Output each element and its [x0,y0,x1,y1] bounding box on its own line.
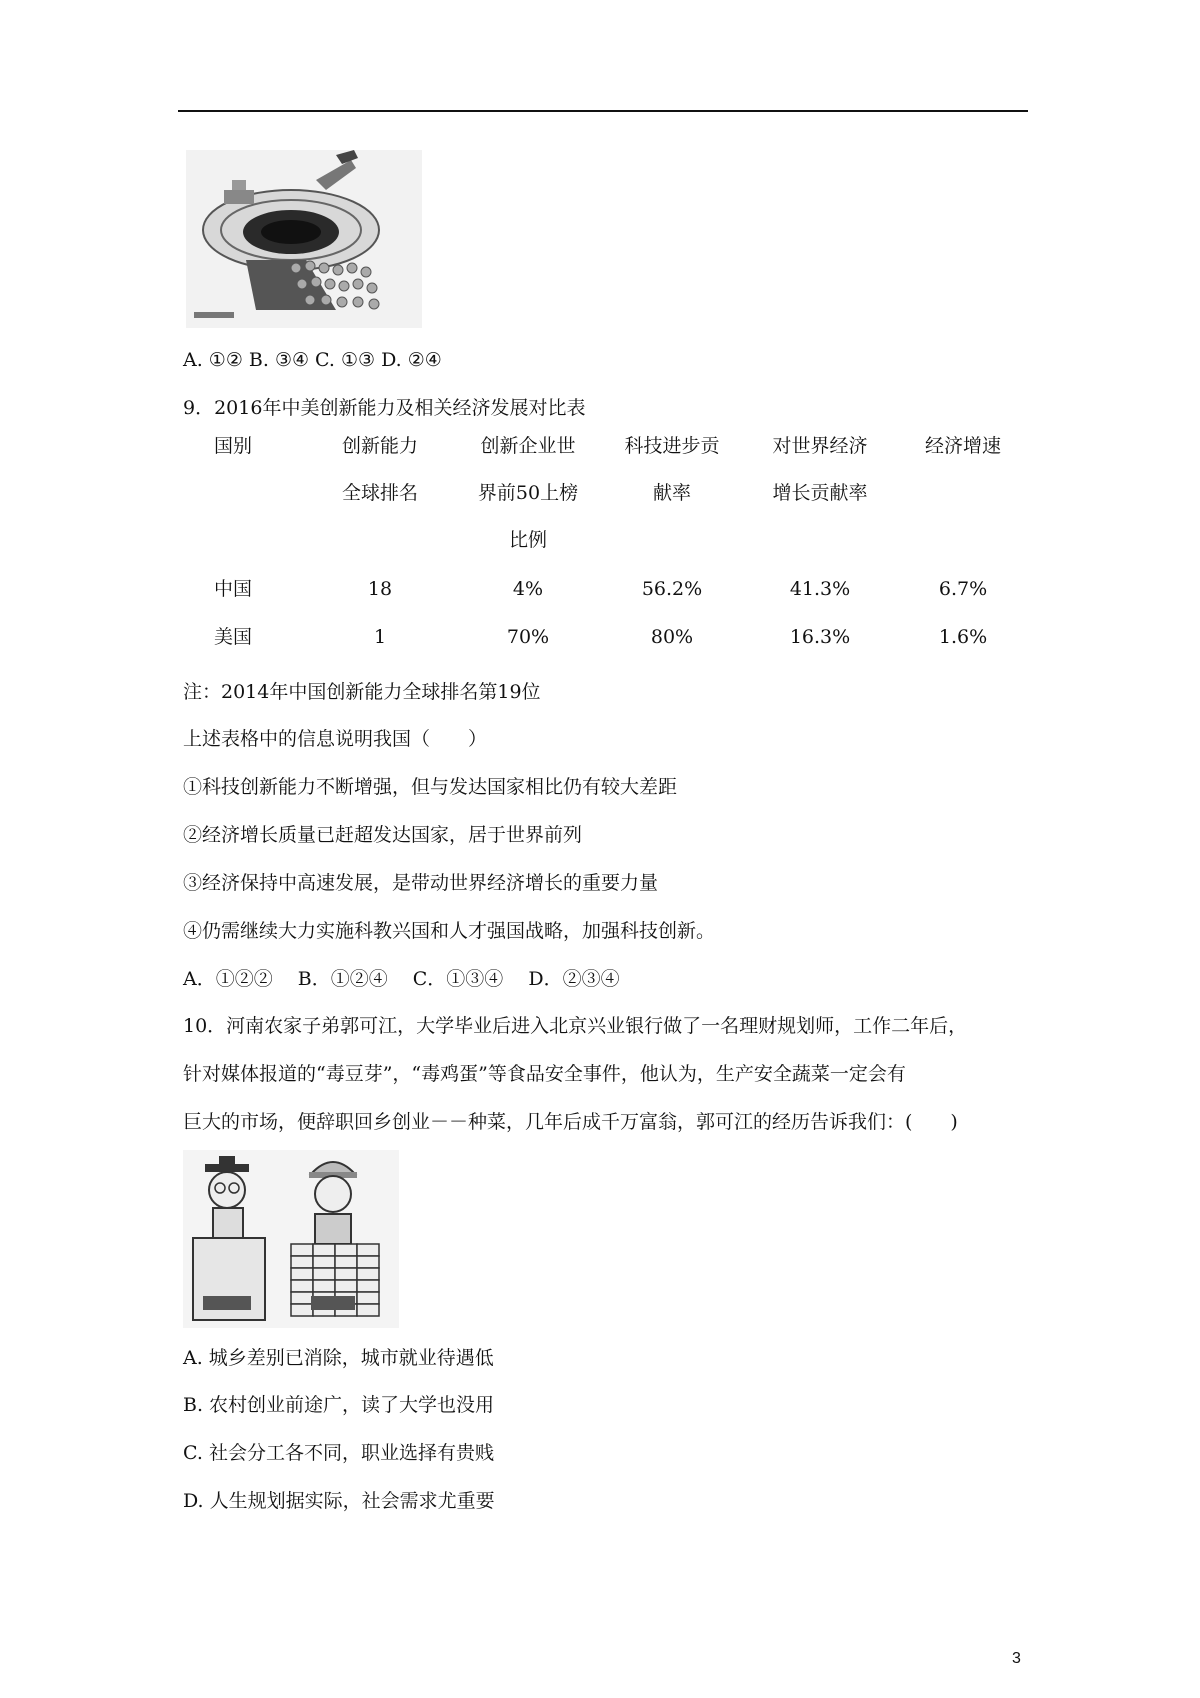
q10-option-d: D. 人生规划据实际，社会需求尤重要 [183,1490,495,1512]
q9-stem: 上述表格中的信息说明我国（ ） [183,728,488,750]
cartoon-globe-icon [186,150,422,328]
page-number: 3 [1012,1650,1021,1667]
table-cell: 80% [650,626,694,648]
table-header: 增长贡献率 [772,482,868,504]
q10-line-1: 10．河南农家子弟郭可江，大学毕业后进入北京兴业银行做了一名理财规划师，工作二年后， [183,1015,968,1037]
q10-line-2: 针对媒体报道的“毒豆芽”，“毒鸡蛋”等食品安全事件，他认为，生产安全蔬菜一定会有 [183,1063,906,1085]
table-cell: 18 [367,578,393,600]
cartoon-graduate-farmer-icon [183,1150,399,1328]
table-header: 界前50上榜 [477,482,579,504]
q9-item-1: ①科技创新能力不断增强，但与发达国家相比仍有较大差距 [183,776,678,798]
table-cell: 16.3% [789,626,851,648]
table-header: 国别 [213,435,252,457]
q9-item-3: ③经济保持中高速发展，是带动世界经济增长的重要力量 [183,872,659,894]
table-cell: 4% [512,578,544,600]
q10-option-b: B. 农村创业前途广，读了大学也没用 [183,1394,495,1416]
q10-option-c: C. 社会分工各不同，职业选择有贵贱 [183,1442,494,1464]
table-cell: 56.2% [641,578,703,600]
table-cell: 41.3% [789,578,851,600]
q9-title: 9．2016年中美创新能力及相关经济发展对比表 [183,397,586,419]
table-header: 对世界经济 [772,435,868,457]
table-header: 创新企业世 [480,435,576,457]
table-header: 科技进步贡 [624,435,720,457]
table-cell: 1.6% [938,626,988,648]
table-header: 全球排名 [341,482,418,504]
q9-item-2: ②经济增长质量已赶超发达国家，居于世界前列 [183,824,583,846]
table-cell: 70% [506,626,550,648]
q8-options: A. ①② B. ③④ C. ①③ D. ②④ [183,349,442,371]
q9-options: A．①②② B．①②④ C．①③④ D．②③④ [183,968,620,990]
table-cell: 1 [373,626,387,648]
table-header: 比例 [508,529,547,551]
table-header: 经济增速 [924,435,1001,457]
header-rule [178,110,1028,112]
table-cell: 6.7% [938,578,988,600]
q9-item-4: ④仍需继续大力实施科教兴国和人才强国战略，加强科技创新。 [183,920,716,942]
q10-line-3: 巨大的市场，便辞职回乡创业－－种菜，几年后成千万富翁，郭可江的经历告诉我们：( ) [183,1111,958,1133]
table-cell: 美国 [213,626,252,648]
table-header: 创新能力 [341,435,418,457]
table-header: 献率 [652,482,691,504]
q9-note: 注：2014年中国创新能力全球排名第19位 [183,681,541,703]
table-cell: 中国 [213,578,252,600]
q10-option-a: A. 城乡差别已消除，城市就业待遇低 [183,1347,494,1369]
